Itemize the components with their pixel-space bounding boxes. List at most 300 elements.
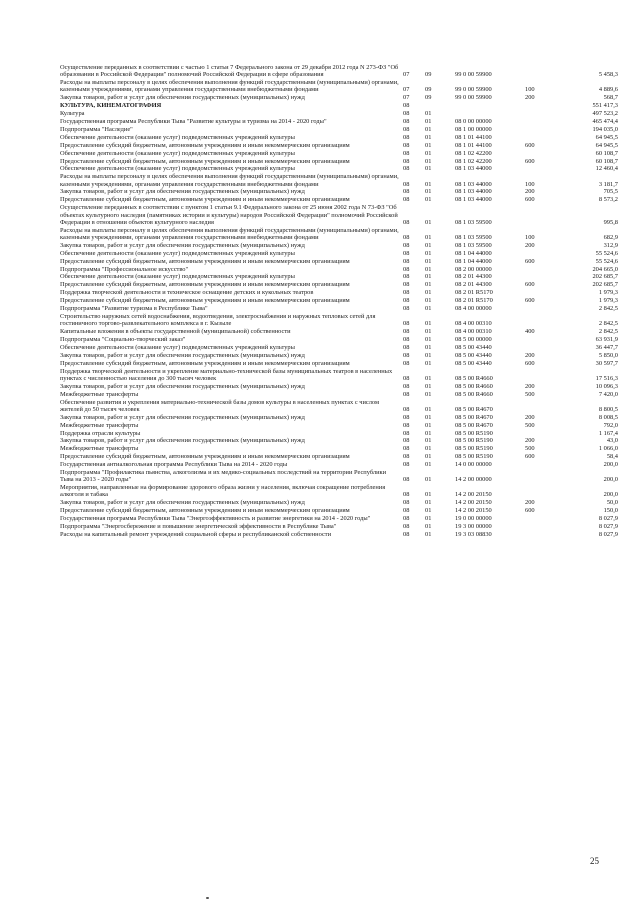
row-subsection-cell: 01 [425, 165, 432, 173]
row-section-cell: 08 [403, 429, 410, 437]
row-subsection-cell: 01 [425, 149, 432, 157]
row-target-article-cell: 08 4 00 00310 [455, 328, 492, 336]
table-body [60, 64, 618, 539]
row-expense-type-cell: 500 [525, 390, 535, 398]
row-expense-type-cell: 400 [525, 328, 535, 336]
row-name-cell: Обеспечение развития и укрепления материально-технической базы домов культуры в населенных пунктах с числом жителей до 50 тысяч человек [60, 398, 380, 413]
row-name-cell: Предоставление субсидий бюджетным, автономным учреждениям и иным некоммерческим организациям [60, 157, 350, 165]
row-subsection-cell: 09 [425, 94, 432, 102]
table-row [60, 484, 618, 499]
row-name-cell: Обеспечение деятельности (оказание услуг) подведомственных учреждений культуры [60, 249, 295, 257]
row-target-article-cell: 19 3 00 00000 [455, 523, 492, 531]
table-row [60, 352, 618, 360]
table-row [60, 414, 618, 422]
row-section-cell: 08 [403, 405, 410, 413]
row-expense-type-cell [525, 461, 559, 469]
table-row [60, 281, 618, 289]
row-subsection-cell: 09 [425, 86, 432, 94]
row-name-cell: КУЛЬТУРА, КИНЕМАТОГРАФИЯ [60, 102, 162, 110]
row-target-article-cell: 08 5 00 R5190 [455, 429, 493, 437]
row-subsection-cell: 01 [425, 110, 432, 118]
row-subsection-cell: 01 [425, 351, 432, 359]
row-section-cell: 08 [403, 289, 410, 297]
row-name-cell: Подпрограмма "Энергосбережение и повышение энергетической эффективности в Республике Тыва" [60, 523, 337, 531]
row-expense-type-cell: 600 [525, 507, 535, 515]
row-name-cell: Подпрограмма "Развитие туризма в Республике Тыва" [60, 305, 208, 313]
row-subsection-cell: 01 [425, 515, 432, 523]
budget-allocation-table [60, 64, 618, 539]
table-row [60, 445, 618, 453]
row-section-cell: 08 [403, 382, 410, 390]
row-section-cell: 08 [403, 110, 410, 118]
row-amount-cell: 12 460,4 [595, 165, 618, 173]
row-amount-cell: 60 108,7 [595, 157, 618, 165]
row-expense-type-cell [525, 102, 559, 110]
row-section-cell: 07 [403, 86, 410, 94]
row-name-cell: Расходы на капитальный ремонт учреждений социальной сферы и республиканской собственности [60, 530, 332, 538]
row-amount-cell: 8 008,5 [598, 413, 618, 421]
table-row [60, 64, 618, 79]
row-name-cell: Закупка товаров, работ и услуг для обеспечения государственных (муниципальных) нужд [60, 382, 305, 390]
row-amount-cell: 30 597,7 [595, 359, 618, 367]
row-expense-type-cell [525, 289, 559, 297]
row-section-cell: 08 [403, 273, 410, 281]
row-section-cell: 08 [403, 515, 410, 523]
row-target-article-cell: 08 2 01 R5170 [455, 297, 493, 305]
row-section-cell: 08 [403, 343, 410, 351]
row-expense-type-cell [525, 273, 559, 281]
row-subsection-cell: 01 [425, 180, 432, 188]
row-section-cell: 08 [403, 530, 410, 538]
table-row [60, 110, 618, 118]
table-row [60, 94, 618, 102]
row-expense-type-cell [525, 469, 559, 484]
row-subsection-cell: 01 [425, 281, 432, 289]
row-expense-type-cell [525, 165, 559, 173]
row-target-article-cell: 08 5 00 43440 [455, 351, 492, 359]
row-target-article-cell: 08 1 03 59500 [455, 218, 492, 226]
row-subsection-cell: 01 [425, 188, 432, 196]
row-section-cell: 08 [403, 188, 410, 196]
row-name-cell: Закупка товаров, работ и услуг для обеспечения государственных (муниципальных) нужд [60, 94, 305, 102]
table-row [60, 515, 618, 523]
row-section-cell: 08 [403, 374, 410, 382]
row-name-cell: Межбюджетные трансферты [60, 390, 139, 398]
row-section-cell: 08 [403, 461, 410, 469]
row-expense-type-cell: 600 [525, 157, 535, 165]
row-subsection-cell: 09 [425, 71, 432, 79]
table-row [60, 531, 618, 539]
row-target-article-cell: 08 5 00 R4670 [455, 421, 493, 429]
row-target-article-cell: 19 0 00 00000 [455, 515, 492, 523]
table-row [60, 297, 618, 305]
row-subsection-cell: 01 [425, 157, 432, 165]
row-subsection-cell: 01 [425, 118, 432, 126]
row-expense-type-cell: 200 [525, 499, 535, 507]
row-subsection-cell: 01 [425, 530, 432, 538]
row-subsection-cell: 01 [425, 476, 432, 484]
row-subsection-cell: 01 [425, 133, 432, 141]
row-target-article-cell: 08 5 00 R4660 [455, 374, 493, 382]
row-target-article-cell: 08 1 03 44000 [455, 165, 492, 173]
row-expense-type-cell: 200 [525, 241, 535, 249]
row-expense-type-cell: 200 [525, 382, 535, 390]
row-target-article-cell: 19 3 03 08830 [455, 530, 492, 538]
row-name-cell: Поддержка творческой деятельности и техническое оснащение детских и кукольных театров [60, 289, 314, 297]
row-amount-cell: 58,4 [606, 453, 618, 461]
row-section-cell: 08 [403, 149, 410, 157]
table-row [60, 289, 618, 297]
row-name-cell: Закупка товаров, работ и услуг для обеспечения государственных (муниципальных) нужд [60, 351, 305, 359]
row-subsection-cell: 01 [425, 218, 432, 226]
row-name-cell: Закупка товаров, работ и услуг для обеспечения государственных (муниципальных) нужд [60, 499, 305, 507]
row-section-cell: 08 [403, 297, 410, 305]
row-target-article-cell: 14 0 00 00000 [455, 461, 492, 469]
row-expense-type-cell: 200 [525, 437, 535, 445]
table-row [60, 523, 618, 531]
row-name-cell: Расходы на выплаты персоналу в целях обеспечения выполнения функций государственными (муниципальными) органами, казенными учреждениями, органами управления государственными внебюджетными фондами [60, 79, 399, 94]
table-row [60, 165, 618, 173]
row-subsection-cell: 01 [425, 125, 432, 133]
row-section-cell: 08 [403, 453, 410, 461]
row-target-article-cell: 08 2 01 R5170 [455, 289, 493, 297]
row-name-cell: Поддержка творческой деятельности и укрепление материально-технической базы муниципальных театров в населенных пунктах с численностью населения до 300 тысяч человек [60, 367, 393, 382]
row-expense-type-cell: 100 [525, 180, 535, 188]
row-target-article-cell: 08 4 00 00310 [455, 320, 492, 328]
table-row [60, 188, 618, 196]
row-section-cell: 08 [403, 491, 410, 499]
row-target-article-cell: 08 1 02 42200 [455, 149, 492, 157]
row-name-cell: Предоставление субсидий бюджетным, автономным учреждениям и иным некоммерческим организациям [60, 281, 350, 289]
row-name-cell: Государственная программа Республики Тыва "Энергоэффективность и развитие энергетики на 2014 - 2020 годы" [60, 515, 371, 523]
row-subsection-cell: 01 [425, 390, 432, 398]
row-expense-type-cell [525, 336, 559, 344]
row-subsection-cell: 01 [425, 453, 432, 461]
row-amount-cell: 5 850,0 [598, 351, 618, 359]
row-subsection-cell [425, 102, 455, 110]
row-subsection-cell: 01 [425, 249, 432, 257]
row-amount-cell: 2 842,5 [598, 305, 618, 313]
row-amount-cell: 64 945,5 [595, 133, 618, 141]
row-name-cell: Государственная антиалкогольная программа Республики Тыва на 2014 - 2020 годы [60, 461, 288, 469]
row-expense-type-cell [525, 266, 559, 274]
row-target-article-cell: 08 1 00 00000 [455, 125, 492, 133]
row-expense-type-cell [525, 118, 559, 126]
row-target-article-cell: 08 5 00 00000 [455, 336, 492, 344]
row-amount-cell: 682,9 [603, 234, 618, 242]
row-expense-type-cell: 600 [525, 141, 535, 149]
row-target-article-cell: 08 1 04 44000 [455, 249, 492, 257]
row-target-article-cell: 08 1 02 42200 [455, 157, 492, 165]
row-section-cell: 08 [403, 445, 410, 453]
row-subsection-cell: 01 [425, 241, 432, 249]
table-row [60, 507, 618, 515]
row-target-article-cell: 99 0 00 59900 [455, 94, 492, 102]
row-subsection-cell: 01 [425, 445, 432, 453]
row-subsection-cell: 01 [425, 141, 432, 149]
row-amount-cell: 64 945,5 [595, 141, 618, 149]
row-target-article-cell: 08 1 03 44000 [455, 188, 492, 196]
row-expense-type-cell [525, 368, 559, 383]
table-row [60, 422, 618, 430]
row-target-article-cell: 08 5 00 R4660 [455, 390, 493, 398]
row-subsection-cell: 01 [425, 499, 432, 507]
row-section-cell: 08 [403, 390, 410, 398]
row-section-cell: 08 [403, 507, 410, 515]
row-section-cell: 08 [403, 499, 410, 507]
row-amount-cell: 17 516,3 [595, 374, 618, 382]
row-amount-cell: 60 108,7 [595, 149, 618, 157]
row-section-cell: 08 [403, 305, 410, 313]
row-amount-cell: 36 447,7 [595, 343, 618, 351]
row-name-cell: Капитальные вложения в объекты государственной (муниципальной) собственности [60, 328, 291, 336]
row-name-cell: Культура [60, 110, 85, 118]
row-target-article-cell: 99 0 00 59900 [455, 71, 492, 79]
table-row [60, 126, 618, 134]
row-expense-type-cell [525, 523, 559, 531]
row-section-cell: 08 [403, 234, 410, 242]
row-amount-cell: 50,0 [606, 499, 618, 507]
row-target-article-cell: 14 2 00 20150 [455, 491, 492, 499]
table-row [60, 250, 618, 258]
row-amount-cell: 497 523,2 [592, 110, 618, 118]
row-section-cell: 08 [403, 165, 410, 173]
row-target-article-cell: 08 5 00 43440 [455, 343, 492, 351]
scan-dot [206, 897, 209, 899]
row-section-cell: 08 [403, 421, 410, 429]
table-row [60, 461, 618, 469]
table-row [60, 102, 618, 110]
row-name-cell: Расходы на выплаты персоналу в целях обеспечения выполнения функций государственными (муниципальными) органами, казенными учреждениями, органами управления государственными внебюджетными фондами [60, 173, 399, 188]
table-row [60, 273, 618, 281]
table-row [60, 360, 618, 368]
row-amount-cell: 55 524,6 [595, 249, 618, 257]
row-target-article-cell: 08 1 03 44000 [455, 196, 492, 204]
row-name-cell: Закупка товаров, работ и услуг для обеспечения государственных (муниципальных) нужд [60, 241, 305, 249]
row-target-article-cell: 08 4 00 00000 [455, 305, 492, 313]
row-section-cell: 08 [403, 157, 410, 165]
row-expense-type-cell: 600 [525, 281, 535, 289]
row-target-article-cell [455, 102, 525, 110]
row-target-article-cell: 14 2 00 20150 [455, 507, 492, 515]
row-name-cell: Межбюджетные трансферты [60, 421, 139, 429]
table-row [60, 118, 618, 126]
row-expense-type-cell [525, 150, 559, 158]
row-expense-type-cell [525, 110, 559, 118]
row-amount-cell: 1 167,4 [598, 429, 618, 437]
row-name-cell: Предоставление субсидий бюджетным, автономным учреждениям и иным некоммерческим организациям [60, 196, 350, 204]
row-subsection-cell: 01 [425, 523, 432, 531]
row-subsection-cell: 01 [425, 328, 432, 336]
row-subsection-cell: 01 [425, 320, 432, 328]
row-section-cell: 08 [403, 359, 410, 367]
row-name-cell: Обеспечение деятельности (оказание услуг) подведомственных учреждений культуры [60, 343, 295, 351]
row-name-cell: Предоставление субсидий бюджетным, автономным учреждениям и иным некоммерческим организациям [60, 453, 350, 461]
row-target-article-cell: 08 5 00 R5190 [455, 445, 493, 453]
row-subsection-cell: 01 [425, 196, 432, 204]
row-subsection-cell: 01 [425, 297, 432, 305]
table-row [60, 336, 618, 344]
row-amount-cell: 43,0 [606, 437, 618, 445]
row-section-cell: 08 [403, 249, 410, 257]
row-section-cell: 08 [403, 281, 410, 289]
row-name-cell: Предоставление субсидий бюджетным, автономным учреждениям и иным некоммерческим организациям [60, 359, 350, 367]
row-amount-cell: 1 979,3 [598, 297, 618, 305]
row-section-cell: 08 [403, 125, 410, 133]
row-subsection-cell: 01 [425, 382, 432, 390]
page-number: 25 [590, 856, 599, 866]
row-expense-type-cell: 600 [525, 297, 535, 305]
row-target-article-cell: 08 5 00 R4670 [455, 405, 493, 413]
row-expense-type-cell: 500 [525, 445, 535, 453]
row-section-cell: 08 [403, 351, 410, 359]
row-name-cell: Закупка товаров, работ и услуг для обеспечения государственных (муниципальных) нужд [60, 188, 305, 196]
table-row [60, 258, 618, 266]
table-row [60, 391, 618, 399]
row-amount-cell: 705,5 [603, 188, 618, 196]
row-section-cell: 08 [403, 476, 410, 484]
row-amount-cell: 3 181,7 [598, 180, 618, 188]
row-expense-type-cell [525, 305, 559, 313]
row-amount-cell: 202 685,7 [592, 281, 618, 289]
row-name-cell: Предоставление субсидий бюджетным, автономным учреждениям и иным некоммерческим организациям [60, 257, 350, 265]
row-amount-cell: 551 417,3 [592, 102, 618, 110]
row-section-cell: 08 [403, 133, 410, 141]
row-expense-type-cell: 200 [525, 188, 535, 196]
row-amount-cell: 63 931,9 [595, 336, 618, 344]
row-name-cell: Предоставление субсидий бюджетным, автономным учреждениям и иным некоммерческим организациям [60, 141, 350, 149]
row-target-article-cell: 08 5 00 R5190 [455, 437, 493, 445]
row-name-cell: Обеспечение деятельности (оказание услуг) подведомственных учреждений культуры [60, 149, 295, 157]
row-name-cell: Обеспечение деятельности (оказание услуг) подведомственных учреждений культуры [60, 133, 295, 141]
row-target-article-cell [455, 110, 525, 118]
row-subsection-cell: 01 [425, 257, 432, 265]
row-amount-cell: 8 573,2 [598, 196, 618, 204]
row-expense-type-cell [525, 484, 559, 499]
row-expense-type-cell: 500 [525, 421, 535, 429]
row-name-cell: Мероприятия, направленные на формирование здорового образа жизни у населения, включая сокращение потребления алкоголя и табака [60, 484, 386, 499]
row-target-article-cell: 08 0 00 00000 [455, 118, 492, 126]
row-target-article-cell: 99 0 00 59900 [455, 86, 492, 94]
row-name-cell: Закупка товаров, работ и услуг для обеспечения государственных (муниципальных) нужд [60, 437, 305, 445]
row-section-cell: 08 [403, 413, 410, 421]
row-subsection-cell: 01 [425, 305, 432, 313]
row-target-article-cell: 08 1 04 44000 [455, 257, 492, 265]
row-amount-cell: 4 889,6 [598, 86, 618, 94]
row-target-article-cell: 14 2 00 20150 [455, 499, 492, 507]
row-amount-cell: 8 027,9 [598, 523, 618, 531]
row-section-cell: 08 [403, 218, 410, 226]
row-expense-type-cell: 600 [525, 359, 535, 367]
row-section-cell: 08 [403, 336, 410, 344]
row-amount-cell: 8 027,9 [598, 515, 618, 523]
table-row [60, 499, 618, 507]
row-subsection-cell: 01 [425, 437, 432, 445]
row-name-cell: Расходы на выплаты персоналу в целях обеспечения выполнения функций государственными (муниципальными) органами, казенными учреждениями, органами управления государственными внебюджетными фондами [60, 226, 399, 242]
row-section-cell: 08 [403, 241, 410, 249]
table-row [60, 453, 618, 461]
row-amount-cell: 7 420,0 [598, 390, 618, 398]
row-subsection-cell: 01 [425, 491, 432, 499]
row-expense-type-cell [525, 204, 559, 226]
row-amount-cell: 8 800,5 [598, 405, 618, 413]
row-target-article-cell: 08 1 01 44100 [455, 133, 492, 141]
table-row [60, 328, 618, 336]
row-amount-cell: 2 842,5 [598, 320, 618, 328]
row-name-cell: Подпрограмма "Профилактика пьянства, алкоголизма и их медико-социальных последствий на территории Республики Тыва на 2013 - 2020 годы" [60, 468, 387, 484]
row-subsection-cell: 01 [425, 234, 432, 242]
row-section-cell: 08 [403, 523, 410, 531]
row-subsection-cell: 01 [425, 507, 432, 515]
row-section-cell: 08 [403, 265, 410, 273]
row-amount-cell: 55 524,6 [595, 257, 618, 265]
row-subsection-cell: 01 [425, 374, 432, 382]
row-target-article-cell: 14 2 00 00000 [455, 476, 492, 484]
row-target-article-cell: 08 1 01 44100 [455, 141, 492, 149]
row-target-article-cell: 08 2 01 44300 [455, 273, 492, 281]
row-section-cell: 08 [403, 118, 410, 126]
row-expense-type-cell [525, 313, 559, 328]
row-expense-type-cell [525, 399, 559, 414]
row-section-cell: 07 [403, 71, 410, 79]
table-row [60, 469, 618, 484]
row-section-cell: 08 [403, 328, 410, 336]
table-row [60, 437, 618, 445]
row-name-cell: Подпрограмма "Профессиональное искусство" [60, 265, 189, 273]
row-section-cell: 08 [403, 141, 410, 149]
row-amount-cell: 2 842,5 [598, 328, 618, 336]
row-name-cell: Межбюджетные трансферты [60, 445, 139, 453]
row-amount-cell: 200,0 [603, 491, 618, 499]
row-amount-cell: 792,0 [603, 421, 618, 429]
table-row [60, 134, 618, 142]
row-amount-cell: 1 979,3 [598, 289, 618, 297]
row-subsection-cell: 01 [425, 429, 432, 437]
row-name-cell: Подпрограмма "Наследие" [60, 125, 133, 133]
row-name-cell: Предоставление субсидий бюджетным, автономным учреждениям и иным некоммерческим организациям [60, 297, 350, 305]
table-row [60, 266, 618, 274]
row-expense-type-cell [525, 64, 559, 79]
row-subsection-cell: 01 [425, 265, 432, 273]
row-subsection-cell: 01 [425, 343, 432, 351]
row-name-cell: Закупка товаров, работ и услуг для обеспечения государственных (муниципальных) нужд [60, 413, 305, 421]
table-row [60, 79, 618, 94]
row-target-article-cell: 08 5 00 R4660 [455, 382, 493, 390]
table-row [60, 305, 618, 313]
row-name-cell: Осуществление переданных в соответствии с частью 1 статьи 7 Федерального закона от 29 декабря 2012 года N 273-ФЗ "Об образовании в Российской Федерации" полномочий Российской Федерации в сфере образования [60, 64, 399, 79]
table-row [60, 158, 618, 166]
row-amount-cell: 10 096,3 [595, 382, 618, 390]
row-target-article-cell: 08 1 03 59500 [455, 241, 492, 249]
row-expense-type-cell: 200 [525, 94, 535, 102]
row-amount-cell: 1 066,0 [598, 445, 618, 453]
row-subsection-cell: 01 [425, 405, 432, 413]
table-row [60, 313, 618, 328]
row-name-cell: Строительство наружных сетей водоснабжения, водоотведения, электроснабжения и наружных тепловых сетей для гостиничного торгово-развлекательного комплекса в г. Кызыле [60, 312, 376, 328]
row-section-cell: 08 [403, 180, 410, 188]
row-expense-type-cell [525, 126, 559, 134]
table-row [60, 383, 618, 391]
row-section-cell: 08 [403, 257, 410, 265]
row-section-cell: 07 [403, 94, 410, 102]
row-expense-type-cell: 200 [525, 413, 535, 421]
table-row [60, 196, 618, 204]
row-section-cell: 08 [403, 196, 410, 204]
row-amount-cell: 204 665,0 [592, 265, 618, 273]
row-amount-cell: 465 474,4 [592, 118, 618, 126]
row-target-article-cell: 08 2 01 44300 [455, 281, 492, 289]
table-row [60, 368, 618, 383]
